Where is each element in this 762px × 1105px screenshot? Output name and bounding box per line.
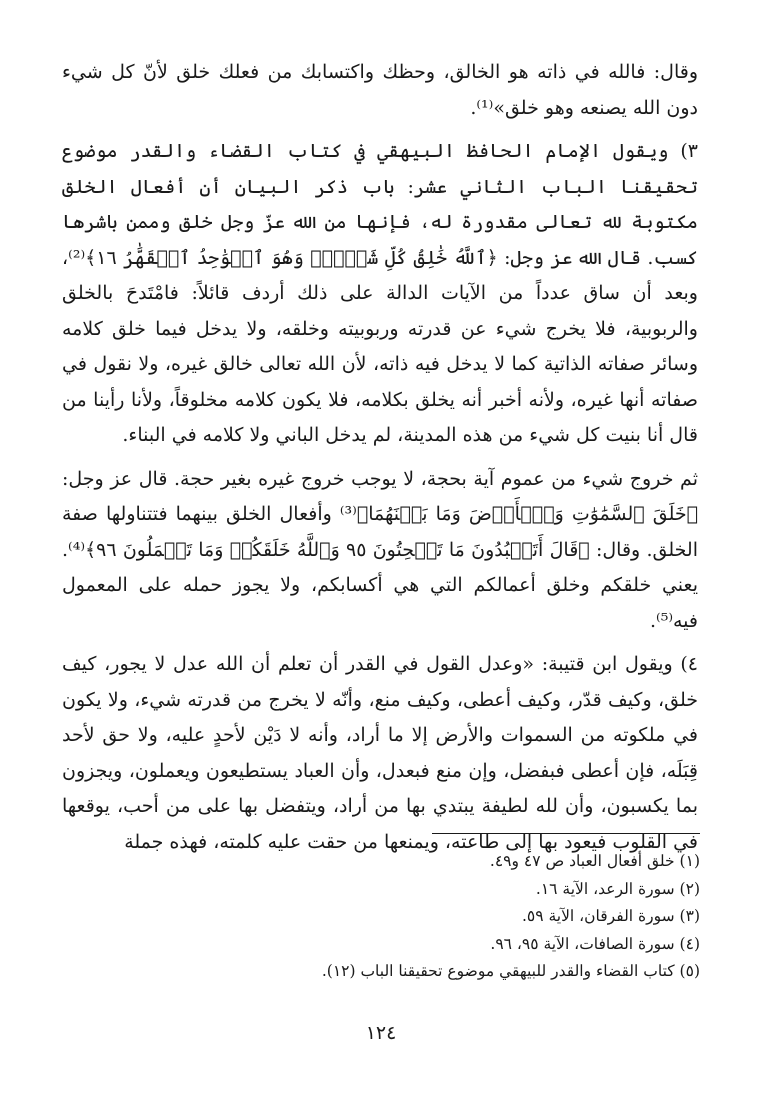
footnote-divider [432,833,700,834]
main-text [62,55,698,860]
footnote-5: (٥) كتاب القضاء والقدر للبيهقي موضوع تحقيقنا الباب (١٢). [321,962,700,980]
paragraph-2: ٣) ويقول الإمام الحافظ البيهقي في كتاب القضاء والقدر موضوع تحقيقنا الباب الثاني عشر: باب ذكر البيان أن أفعال الخلق مكتوبة لله تعالى مقدورة له، فإنها من الله عزّ وجل خلق وممن باشرها كسب. قال الله عز وجل: ﴿ٱللَّهُ خَٰلِقُ كُلِّ شَيۡءٖۖ وَهُوَ ٱلۡوَٰحِدُ ٱلۡقَهَّٰرُ ١٦﴾⁽²⁾، وبعد أن ساق عدداً من الآيات الدالة على ذلك أردف قائلاً: فامْتَدحَ بالخلق والربوبية، فلا يخرج شيء عن قدرته وربوبيته وخلقه، ولا يدخل فيما خلق كلامه وسائر صفاته الذاتية كما لا يدخل فيه ذاته، لأن الله تعالى خالق غيره، ولا نقول في صفاته أنها غيره، ولأنه أخبر أنه يخلق بكلامه، فلا يكون كلامه مخلوقاً، ولأنا رأينا من قال أنا بنيت كل شيء من هذه المدينة، لم يدخل الباني ولا كلامه في البناء. [62,140,698,446]
footnotes-list [64,848,700,986]
footnote-4: (٤) سورة الصافات، الآية ٩٥، ٩٦. [490,934,700,953]
footnote-2: (٢) سورة الرعد، الآية ١٦. [535,879,700,898]
paragraph-1: وقال: فالله في ذاته هو الخالق، وحظك واكتسابك من فعلك خلق لأنّ كل شيء دون الله يصنعه وهو خلق»⁽¹⁾. [62,61,698,119]
footnote-3: (٣) سورة الفرقان، الآية ٥٩. [521,907,700,925]
paragraph-4: ٤) ويقول ابن قتيبة: «وعدل القول في القدر أن تعلم أن الله عدل لا يجور، كيف خلق، وكيف قدّر، وكيف أعطى، وكيف منع، وأنّه لا يخرج من قدرته شيء، ولا يكون في ملكوته من السموات والأرض إلا ما أراد، وأنه لا دَيْن لأحدٍ عليه، ولا حق لأحد قِبَلَه، فإن أعطى فبفضل، وإن منع فبعدل، وأن العباد يستطيعون ويعملون، ويجزون بما يكسبون، وأن لله لطيفة يبتدي بها من أراد، ويتفضل بها على من أحب، يوقعها في القلوب فيعود بها إلى طاعته، ويمنعها من حقت عليه كلمته، فهذه جملة [62,653,698,853]
footnote-1: (١) خلق أفعال العباد ص ٤٧ و٤٩. [489,852,700,870]
page-number: ١٢٤ [365,1022,397,1044]
paragraph-3: ثم خروج شيء من عموم آية بحجة، لا يوجب خروج غيره بغير حجة. قال عز وجل: ﴿خَلَقَ ٱلسَّمَٰوَٰتِ وَٱلۡأَرۡضَ وَمَا بَيۡنَهُمَا﴾⁽³⁾ وأفعال الخلق بينهما فتتناولها صفة الخلق. وقال: ﴿قَالَ أَتَعۡبُدُونَ مَا تَنۡحِتُونَ ٩٥ وَٱللَّهُ خَلَقَكُمۡ وَمَا تَعۡمَلُونَ ٩٦﴾⁽⁴⁾. يعني خلقكم وخلق أعمالكم التي هي أكسابكم، ولا يجوز حمله على المعمول فيه⁽⁵⁾. [62,467,699,632]
